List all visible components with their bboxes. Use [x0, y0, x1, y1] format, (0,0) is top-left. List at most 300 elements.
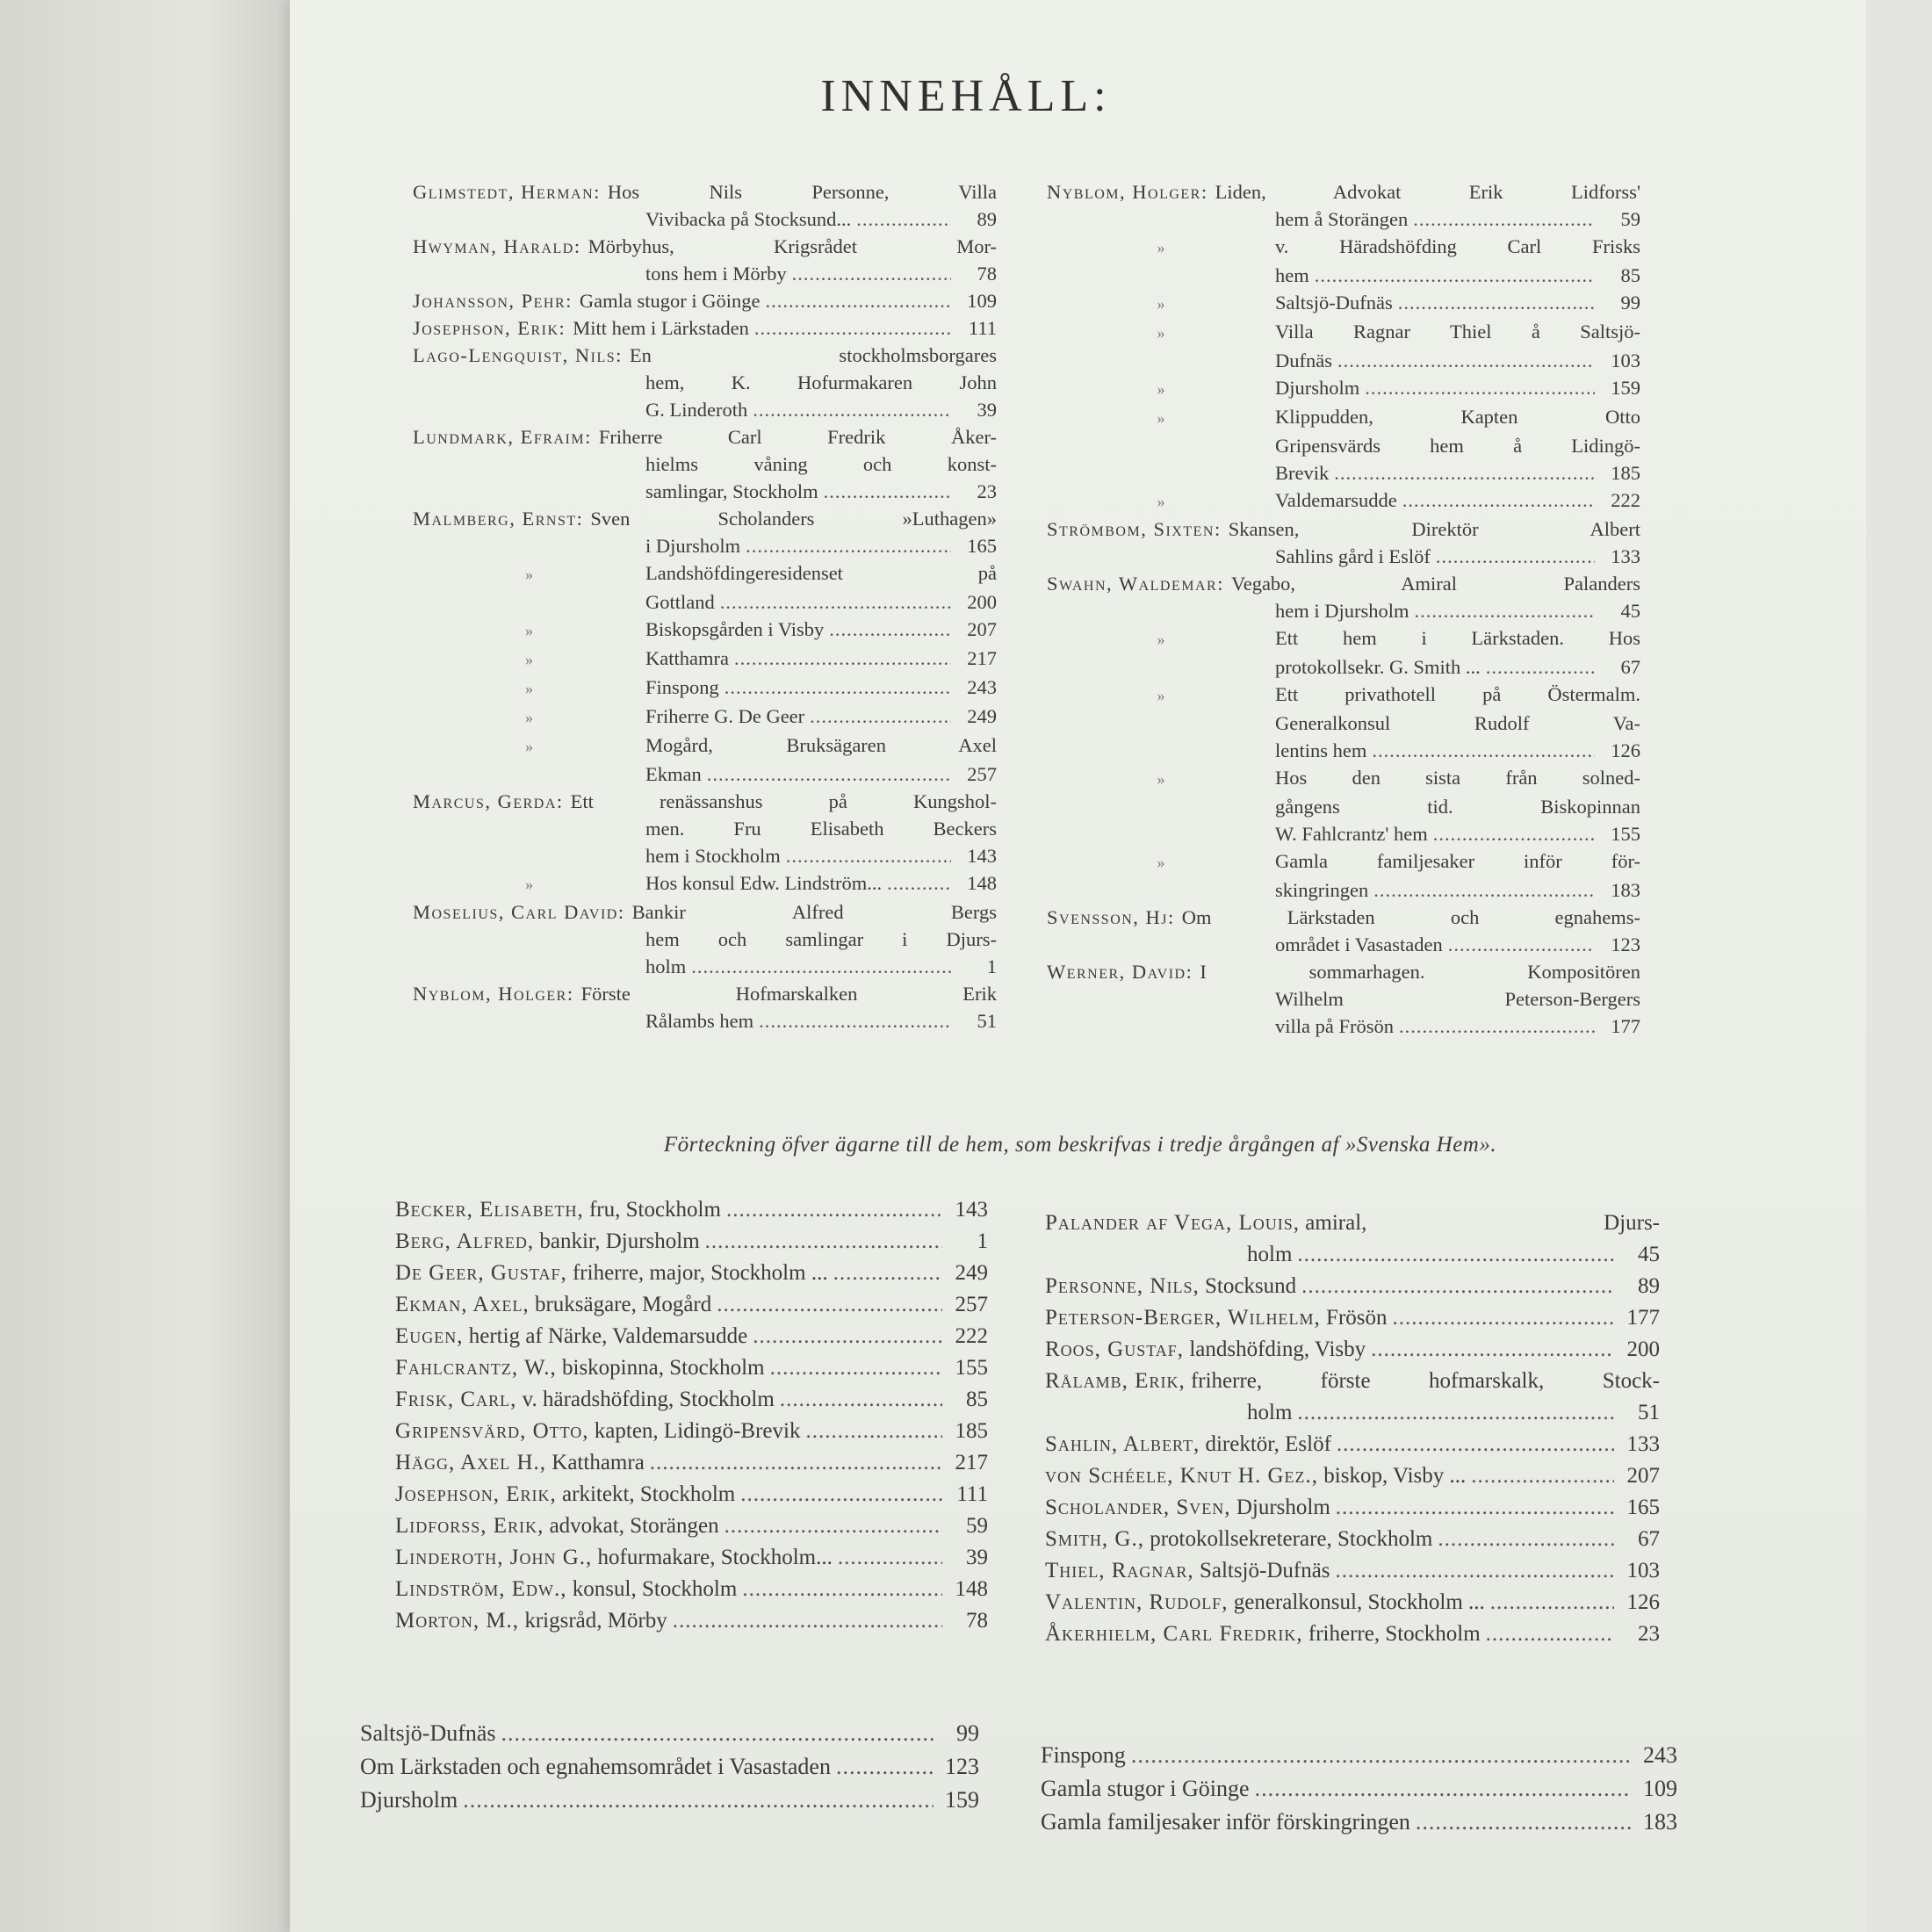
entry-author: Lundmark, Efraim: [413, 426, 592, 448]
ditto-mark: » [1157, 631, 1165, 648]
owner-details: fru, Stockholm [588, 1198, 721, 1222]
owner-page-number: 85 [966, 1388, 988, 1411]
owner-name: Berg, Alfred, [395, 1229, 535, 1253]
entry-title: Klippudden, Kapten Otto [1275, 406, 1640, 428]
owner-page-number: 67 [1638, 1527, 1660, 1551]
owner-line [1045, 1524, 1660, 1555]
entry-page-number: 126 [1611, 739, 1640, 761]
contents-entry [1047, 570, 1640, 624]
owner-details: landshöfding, Visby [1189, 1337, 1366, 1361]
ditto-mark: » [525, 622, 533, 639]
place-name: Gamla familjesaker inför förskingringen [1041, 1809, 1410, 1835]
contents-entry [413, 423, 997, 505]
entry-line [1047, 570, 1640, 597]
owner-entry [1045, 1460, 1660, 1492]
contents-entry [413, 233, 997, 287]
owners-heading: Förteckning öfver ägarne till de hem, som beskrifvas i tredje årgången af »Svenska Hem». [663, 1133, 1497, 1157]
place-page-number: 183 [1643, 1809, 1677, 1835]
owner-line [1045, 1492, 1660, 1524]
owner-name: Thiel, Ragnar, [1045, 1559, 1194, 1582]
contents-entry [413, 703, 997, 732]
owner-entry [1045, 1271, 1660, 1302]
owner-entry [1045, 1618, 1660, 1650]
entry-page-number: 103 [1611, 350, 1640, 371]
entry-page-number: 67 [1620, 656, 1640, 678]
entry-author: Moselius, Carl David: [413, 901, 625, 923]
ditto-mark: » [1157, 493, 1165, 510]
entry-title: området i Vasastaden [1275, 934, 1443, 955]
entry-page-number: 39 [977, 399, 997, 421]
owner-line [395, 1321, 988, 1352]
owner-page-number: 89 [1638, 1274, 1660, 1298]
owner-page-number: 45 [1638, 1243, 1660, 1266]
entry-title: Sven Scholanders »Luthagen» [590, 508, 997, 530]
entry-line [413, 559, 997, 588]
entry-line [1047, 178, 1640, 205]
owner-line [1045, 1397, 1660, 1429]
entry-line [1047, 931, 1640, 958]
owner-line [1045, 1460, 1660, 1492]
owner-details: friherre, major, Stockholm ... [572, 1261, 828, 1285]
contents-column-right [1047, 178, 1640, 1040]
entry-title: Liden, Advokat Erik Lidforss' [1215, 181, 1640, 203]
entry-title: skingringen [1275, 879, 1369, 901]
owner-name: Fahlcrantz, W., [395, 1356, 557, 1380]
leader-dots [1337, 347, 1595, 374]
leader-dots [1336, 1555, 1614, 1587]
owner-name: Gripensvärd, Otto, [395, 1419, 589, 1443]
owner-entry [1045, 1302, 1660, 1334]
owner-page-number: 200 [1626, 1337, 1660, 1361]
owner-entry [395, 1289, 988, 1321]
entry-page-number: 159 [1611, 377, 1640, 399]
entry-title: hem och samlingar i Djurs- [645, 928, 997, 950]
owner-name: Åkerhielm, Carl Fredrik, [1045, 1622, 1303, 1646]
ditto-mark: » [1157, 687, 1165, 704]
owner-details: biskopinna, Stockholm [562, 1356, 765, 1380]
entry-title: men. Fru Elisabeth Beckers [645, 818, 997, 840]
entry-title: Dufnäs [1275, 350, 1332, 371]
entry-page-number: 109 [967, 290, 997, 312]
leader-dots [1486, 653, 1595, 681]
ditto-mark: » [1157, 324, 1165, 342]
entry-line [413, 396, 997, 423]
entry-line [1047, 793, 1640, 820]
ditto-mark: » [1157, 770, 1165, 788]
owner-entry [395, 1384, 988, 1416]
place-page-number: 243 [1643, 1742, 1677, 1768]
owner-name: Smith, G., [1045, 1527, 1144, 1551]
owner-line [395, 1226, 988, 1258]
owner-name: Personne, Nils, [1045, 1274, 1200, 1298]
entry-title: hem i Djursholm [1275, 600, 1409, 622]
entry-title: Om Lärkstaden och egnahems- [1181, 906, 1640, 928]
owner-name: Peterson-Berger, Wilhelm, [1045, 1306, 1321, 1330]
entry-title: En stockholmsborgares [629, 344, 997, 366]
entry-line [413, 451, 997, 478]
contents-entry [1047, 178, 1640, 233]
owner-name: Scholander, Sven, [1045, 1496, 1231, 1519]
owner-line [1045, 1334, 1660, 1366]
place-entry [1041, 1806, 1677, 1839]
owner-page-number: 51 [1638, 1401, 1660, 1424]
owner-line [395, 1510, 988, 1542]
leader-dots [463, 1784, 934, 1817]
entry-title: Gripensvärds hem å Lidingö- [1275, 435, 1640, 457]
owner-details: friherre, Stockholm [1308, 1622, 1481, 1646]
leader-dots [707, 761, 951, 788]
leader-dots [691, 953, 951, 980]
owner-details: bruksägare, Mogård [534, 1293, 712, 1316]
entry-title: Gamla stugor i Göinge [579, 290, 761, 312]
entry-author: Nyblom, Holger: [413, 983, 574, 1005]
owner-entry [1045, 1587, 1660, 1618]
entry-title: Hos Nils Personne, Villa [607, 181, 997, 203]
leader-dots [726, 1194, 942, 1226]
owner-line [1045, 1208, 1660, 1239]
owner-name: Eugen, [395, 1324, 464, 1348]
place-name: Om Lärkstaden och egnahemsområdet i Vasastaden [360, 1754, 831, 1779]
entry-page-number: 165 [967, 535, 997, 557]
owner-name: Lindström, Edw., [395, 1577, 567, 1601]
entry-title: hielms våning och konst- [645, 453, 997, 475]
entry-line [413, 314, 997, 342]
entry-page-number: 111 [968, 317, 997, 339]
entry-title: Vivibacka på Stocksund... [645, 208, 852, 230]
owner-name: Hägg, Axel H., [395, 1451, 547, 1474]
page-title: INNEHÅLL: [820, 71, 1112, 121]
owner-name: Valentin, Rudolf, [1045, 1590, 1229, 1614]
owner-page-number: 126 [1626, 1590, 1660, 1614]
place-page-number: 109 [1643, 1776, 1677, 1801]
place-name: Gamla stugor i Göinge [1041, 1776, 1250, 1801]
owner-details: Djursholm [1236, 1496, 1330, 1519]
leader-dots [1490, 1587, 1614, 1618]
owner-details: Saltsjö-Dufnäs [1199, 1559, 1330, 1582]
owner-name: Rålamb, Erik, [1045, 1369, 1186, 1393]
entry-line [1047, 432, 1640, 459]
leader-dots [1365, 374, 1595, 401]
owner-entry [1045, 1429, 1660, 1460]
leader-dots [717, 1289, 942, 1321]
entry-page-number: 78 [977, 263, 997, 285]
leader-dots [1131, 1739, 1632, 1772]
owner-details: kapten, Lidingö-Brevik [594, 1419, 801, 1443]
contents-entry [1047, 904, 1640, 958]
entry-line [413, 732, 997, 761]
entry-line [413, 260, 997, 287]
leader-dots [887, 869, 951, 897]
owner-entry [1045, 1524, 1660, 1555]
contents-entry [1047, 681, 1640, 764]
entry-title: v. Häradshöfding Carl Frisks [1275, 235, 1640, 257]
place-name: Djursholm [360, 1787, 458, 1813]
entry-title: Vegabo, Amiral Palanders [1230, 573, 1640, 595]
entry-line [413, 842, 997, 869]
owners-column-right [1045, 1208, 1660, 1650]
owner-line [395, 1352, 988, 1384]
owner-details: konsul, Stockholm [572, 1577, 738, 1601]
leader-dots [786, 842, 951, 869]
entry-title: Mogård, Bruksägaren Axel [645, 734, 997, 756]
owner-entry [395, 1605, 988, 1637]
owner-entry [395, 1194, 988, 1226]
entry-author: Glimstedt, Herman: [413, 181, 601, 203]
owner-entry [395, 1416, 988, 1447]
leader-dots [1337, 1429, 1614, 1460]
contents-entry [1047, 374, 1640, 403]
leader-dots [734, 645, 951, 672]
entry-line [1047, 233, 1640, 262]
entry-page-number: 243 [967, 676, 997, 698]
entry-title: Hos konsul Edw. Lindström... [645, 872, 883, 894]
entry-line [1047, 876, 1640, 904]
entry-title: Förste Hofmarskalken Erik [580, 983, 997, 1005]
entry-line [1047, 764, 1640, 793]
entry-line [1047, 205, 1640, 233]
owner-entry [395, 1574, 988, 1605]
owner-line [395, 1479, 988, 1510]
entry-title: hem i Stockholm [645, 845, 781, 867]
entry-line [413, 953, 997, 980]
entry-title: hem å Storängen [1275, 208, 1409, 230]
owner-page-number: 111 [956, 1482, 988, 1506]
contents-entry [413, 616, 997, 645]
entry-page-number: 143 [967, 845, 997, 867]
leader-dots [720, 588, 951, 616]
contents-entry [413, 869, 997, 898]
owner-details: generalkonsul, Stockholm ... [1233, 1590, 1485, 1614]
owner-name: Palander af Vega, Louis, [1045, 1211, 1301, 1235]
owner-details-cont: holm [1247, 1401, 1293, 1424]
entry-line [1047, 262, 1640, 289]
leader-dots [742, 1574, 942, 1605]
entry-line [1047, 374, 1640, 403]
owner-page-number: 257 [955, 1293, 988, 1316]
entry-line [1047, 653, 1640, 681]
entry-line [1047, 681, 1640, 710]
owner-line [395, 1542, 988, 1574]
places-column-left [360, 1717, 979, 1817]
entry-title: Biskopsgården i Visby [645, 618, 825, 640]
owner-name: Josephson, Erik, [395, 1482, 557, 1506]
entry-title: Wilhelm Peterson-Bergers [1275, 988, 1640, 1010]
entry-line [413, 287, 997, 314]
entry-line [413, 532, 997, 559]
entry-line [1047, 1013, 1640, 1040]
owner-details: friherre, förste hofmarskalk, Stock- [1190, 1369, 1660, 1393]
owner-page-number: 78 [966, 1609, 988, 1633]
leader-dots [673, 1605, 942, 1637]
entry-page-number: 155 [1611, 823, 1640, 845]
leader-dots [1297, 1397, 1614, 1429]
entry-title: Valdemarsudde [1275, 489, 1397, 511]
contents-entry [413, 645, 997, 674]
entry-page-number: 89 [977, 208, 997, 230]
leader-dots [836, 1750, 934, 1784]
entry-author: Strömbom, Sixten: [1047, 518, 1222, 540]
ditto-mark: » [1157, 409, 1165, 427]
entry-title: Friherre Carl Fredrik Åker- [598, 426, 997, 448]
owner-line [1045, 1366, 1660, 1397]
entry-title: villa på Frösön [1275, 1015, 1394, 1037]
entry-title: Gottland [645, 591, 715, 613]
entry-line [1047, 710, 1640, 737]
owner-details: Stocksund [1204, 1274, 1297, 1298]
entry-title: gångens tid. Biskopinnan [1275, 796, 1640, 818]
entry-title: Mitt hem i Lärkstaden [573, 317, 749, 339]
entry-page-number: 133 [1611, 545, 1640, 567]
entry-author: Malmberg, Ernst: [413, 508, 584, 530]
entry-line [1047, 820, 1640, 847]
ditto-mark: » [525, 566, 533, 583]
leader-dots [1373, 876, 1595, 904]
place-page-number: 123 [945, 1754, 979, 1779]
entry-line [413, 645, 997, 674]
owner-entry [395, 1542, 988, 1574]
owner-page-number: 59 [966, 1514, 988, 1538]
entry-line [413, 478, 997, 505]
contents-entry [1047, 403, 1640, 487]
owner-page-number: 148 [955, 1577, 988, 1601]
entry-title: W. Fahlcrantz' hem [1275, 823, 1428, 845]
leader-dots [766, 287, 952, 314]
entry-title: Ekman [645, 763, 702, 785]
owner-entry [395, 1226, 988, 1258]
leader-dots [754, 314, 951, 342]
entry-page-number: 85 [1620, 264, 1640, 286]
contents-entry [413, 788, 997, 869]
owner-line [1045, 1239, 1660, 1271]
contents-entry [1047, 487, 1640, 515]
entry-author: Johansson, Pehr: [413, 290, 573, 312]
entry-line [1047, 459, 1640, 487]
owner-line [1045, 1271, 1660, 1302]
leader-dots [705, 1226, 942, 1258]
owner-page-number: 155 [955, 1356, 988, 1380]
leader-dots [724, 674, 951, 701]
entry-page-number: 207 [967, 618, 997, 640]
entry-title: G. Linderoth [645, 399, 748, 421]
facing-page-edge [0, 0, 290, 1932]
entry-title: Gamla familjesaker inför för- [1275, 850, 1640, 872]
entry-page-number: 45 [1620, 600, 1640, 622]
entry-page-number: 257 [967, 763, 997, 785]
entry-author: Werner, David: [1047, 961, 1193, 983]
entry-title: tons hem i Mörby [645, 263, 787, 285]
owner-entry [395, 1479, 988, 1510]
contents-entry [413, 342, 997, 423]
entry-line [1047, 847, 1640, 876]
contents-entry [413, 314, 997, 342]
entry-line [1047, 958, 1640, 985]
ditto-mark: » [1157, 295, 1165, 313]
contents-entry [1047, 764, 1640, 847]
entry-line [1047, 543, 1640, 570]
entry-title: Katthamra [645, 647, 729, 669]
leader-dots [1398, 289, 1595, 316]
entry-title: Saltsjö-Dufnäs [1275, 292, 1393, 314]
owner-line [395, 1258, 988, 1289]
entry-author: Marcus, Gerda: [413, 790, 564, 812]
owner-entry [395, 1352, 988, 1384]
entry-author: Swahn, Waldemar: [1047, 573, 1224, 595]
owner-details: krigsråd, Mörby [524, 1609, 667, 1633]
entry-title: I sommarhagen. Kompositören [1200, 961, 1640, 983]
owner-page-number: 133 [1626, 1432, 1660, 1456]
leader-dots [1371, 1334, 1614, 1366]
entry-title: lentins hem [1275, 739, 1367, 761]
leader-dots [1301, 1271, 1614, 1302]
leader-dots [1433, 820, 1595, 847]
owner-name: De Geer, Gustaf, [395, 1261, 567, 1285]
leader-dots [746, 532, 951, 559]
entry-line [1047, 487, 1640, 515]
owner-entry [1045, 1492, 1660, 1524]
place-entry [360, 1717, 979, 1750]
contents-entry [1047, 318, 1640, 374]
owner-line [395, 1605, 988, 1637]
entry-title: Landshöfdingeresidenset på [645, 562, 997, 584]
place-page-number: 159 [945, 1787, 979, 1813]
ditto-mark: » [525, 680, 533, 697]
entry-title: hem, K. Hofurmakaren John [645, 371, 997, 393]
owner-name: Morton, M., [395, 1609, 520, 1633]
entry-author: Nyblom, Holger: [1047, 181, 1208, 203]
owner-details: arkitekt, Stockholm [562, 1482, 736, 1506]
entry-page-number: 1 [986, 955, 997, 977]
owner-details: Frösön [1326, 1306, 1388, 1330]
entry-line [413, 869, 997, 898]
leader-dots [810, 703, 951, 730]
entry-line [413, 423, 997, 451]
contents-entry [1047, 958, 1640, 1040]
entry-line [413, 369, 997, 396]
entry-author: Hwyman, Harald: [413, 235, 581, 257]
leader-dots [770, 1352, 942, 1384]
entry-line [1047, 597, 1640, 624]
entry-title: Sahlins gård i Eslöf [1275, 545, 1431, 567]
owner-name: Lidforss, Erik, [395, 1514, 544, 1538]
ditto-mark: » [525, 709, 533, 726]
ditto-mark: » [1157, 854, 1165, 871]
owner-page-number: 39 [966, 1546, 988, 1569]
entry-page-number: 183 [1611, 879, 1640, 901]
owner-details: protokollsekreterare, Stockholm [1150, 1527, 1433, 1551]
owner-entry [1045, 1366, 1660, 1429]
entry-line [413, 788, 997, 815]
owner-page-number: 222 [955, 1324, 988, 1348]
owner-page-number: 207 [1626, 1464, 1660, 1488]
leader-dots [792, 260, 951, 287]
contents-entry [1047, 233, 1640, 289]
entry-page-number: 51 [977, 1010, 997, 1032]
owner-line [1045, 1302, 1660, 1334]
entry-title: holm [645, 955, 687, 977]
entry-page-number: 148 [967, 872, 997, 894]
entry-title: protokollsekr. G. Smith ... [1275, 656, 1481, 678]
place-name: Finspong [1041, 1742, 1126, 1768]
leader-dots [1402, 487, 1595, 514]
places-column-right [1041, 1739, 1677, 1839]
entry-title: Villa Ragnar Thiel å Saltsjö- [1275, 321, 1640, 342]
contents-entry [413, 178, 997, 233]
owner-details: biskop, Visby ... [1323, 1464, 1467, 1488]
owner-line [1045, 1555, 1660, 1587]
entry-title: Djursholm [1275, 377, 1360, 399]
entry-title: Ett hem i Lärkstaden. Hos [1275, 627, 1640, 649]
entry-author: Lago-Lengquist, Nils: [413, 344, 623, 366]
